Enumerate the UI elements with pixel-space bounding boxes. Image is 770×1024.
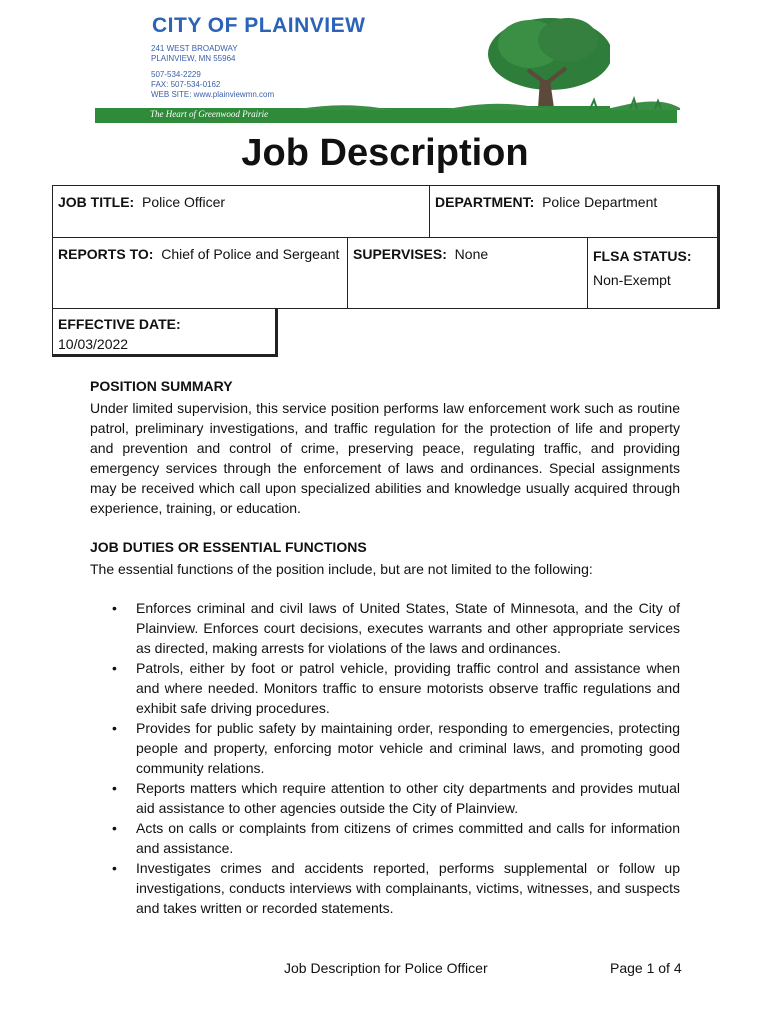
letterhead-motto: The Heart of Greenwood Prairie <box>150 109 269 119</box>
reports-to-value: Chief of Police and Sergeant <box>161 246 340 262</box>
fax-line: FAX: 507-534-0162 <box>151 80 221 89</box>
list-item <box>90 598 680 658</box>
supervises-cell <box>347 237 588 309</box>
department-value: Police Department <box>542 194 658 210</box>
job-title-value: Police Officer <box>142 194 226 210</box>
bullet: • <box>112 860 117 876</box>
list-item <box>90 858 680 918</box>
effective-date-value: 10/03/2022 <box>58 336 129 352</box>
list-item <box>90 818 680 858</box>
effective-date-label: EFFECTIVE DATE: <box>58 316 181 332</box>
job-title-label: JOB TITLE: <box>58 194 135 210</box>
footer-page-number: Page 1 of 4 <box>610 960 682 976</box>
bullet: • <box>112 820 117 836</box>
bullet: • <box>112 720 117 736</box>
job-duties-heading: JOB DUTIES OR ESSENTIAL FUNCTIONS <box>90 539 367 555</box>
duty-text: Enforces criminal and civil laws of United States, State of Minnesota, and the City of Plainview. Enforces court decisions, executes warrants and other appropriate services as directed, making arrests for violations of the laws and ordinances. <box>136 600 680 656</box>
phone-line: 507-534-2229 <box>151 70 201 79</box>
flsa-status-value: Non-Exempt <box>593 272 671 288</box>
city-name-logo: CITY OF PLAINVIEW <box>152 14 366 37</box>
supervises-value: None <box>454 246 489 262</box>
duty-text: Acts on calls or complaints from citizens of crimes committed and calls for information and assistance. <box>136 820 680 856</box>
job-title-cell <box>52 185 430 238</box>
supervises-label: SUPERVISES: <box>353 246 447 262</box>
reports-to-cell <box>52 237 348 309</box>
page-title: Job Description <box>241 132 529 174</box>
flsa-status-label: FLSA STATUS: <box>593 248 692 264</box>
list-item <box>90 778 680 818</box>
address-line-1: 241 WEST BROADWAY <box>151 44 238 53</box>
reports-to-label: REPORTS TO: <box>58 246 154 262</box>
duty-text: Reports matters which require attention to other city departments and provides mutual aid assistance to other agencies outside the City of Plainview. <box>136 780 680 816</box>
effective-date-cell <box>52 308 278 357</box>
position-summary-heading: POSITION SUMMARY <box>90 378 233 394</box>
job-duties-intro: The essential functions of the position include, but are not limited to the following: <box>90 561 593 577</box>
bullet: • <box>112 780 117 796</box>
bullet: • <box>112 600 117 616</box>
address-line-2: PLAINVIEW, MN 55964 <box>151 54 236 63</box>
footer-doc-name: Job Description for Police Officer <box>284 960 488 976</box>
duty-text: Provides for public safety by maintaining order, responding to emergencies, protecting people and property, enforcing motor vehicle and criminal laws, and promoting good community relations. <box>136 720 680 776</box>
department-cell <box>429 185 720 238</box>
position-summary-text: Under limited supervision, this service position performs law enforcement work such as routine patrol, preliminary investigations, and traffic regulation for the protection of life and property and prevention and control of crime, preserving peace, regulating traffic, and providing emergency services through the enforcement of laws and ordinances. Special assignments may be received which call upon specialized abilities and knowledge usually acquired through experience, training, or education. <box>90 400 680 516</box>
duty-text: Patrols, either by foot or patrol vehicle, providing traffic control and assistance when and where needed. Monitors traffic to ensure motorists observe traffic regulations and exhibit safe driving procedures. <box>136 660 680 716</box>
list-item <box>90 658 680 718</box>
bullet: • <box>112 660 117 676</box>
website-line: WEB SITE: www.plainviewmn.com <box>151 90 275 99</box>
flsa-status-cell <box>587 237 720 309</box>
job-duties-list <box>90 598 680 918</box>
list-item <box>90 718 680 778</box>
department-label: DEPARTMENT: <box>435 194 535 210</box>
grass-icon <box>300 96 680 110</box>
duty-text: Investigates crimes and accidents reported, performs supplemental or follow up investigations, conducts interviews with complainants, victims, witnesses, and suspects and takes written or recorded statements. <box>136 860 680 916</box>
